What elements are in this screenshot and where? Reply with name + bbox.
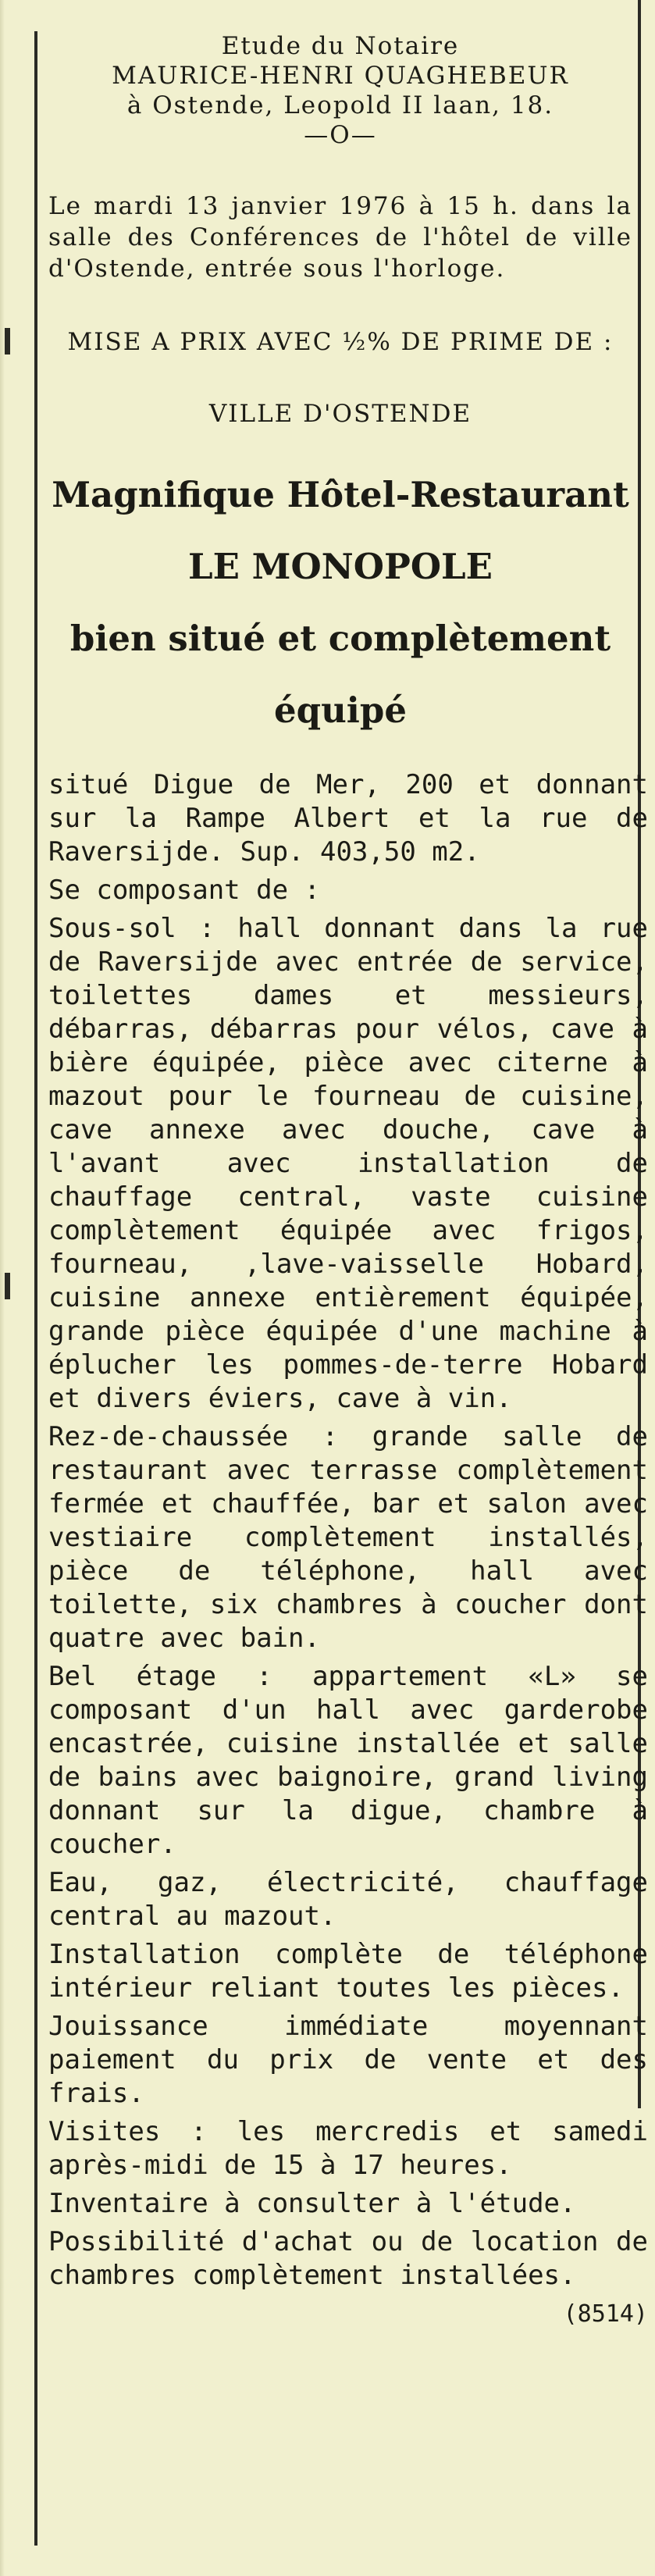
description-paragraph: Inventaire à consulter à l'étude. — [48, 2188, 576, 2219]
notary-address: à Ostende, Leopold II laan, 18. — [126, 91, 554, 119]
notary-office: Etude du Notaire — [221, 32, 460, 60]
headline-line-3: bien situé et complètement — [69, 618, 611, 659]
description-paragraph: Visites : les mercredis et samedi après-midi de 15 à 17 heures. — [48, 2116, 648, 2181]
description-paragraph: Bel étage : appartement «L» se composant d'un hall avec garderobe encastrée, cuisine installée et salle de bains avec baignoire, grand living donnant sur la digue, chambre à coucher. — [48, 1661, 648, 1860]
margin-mark — [5, 328, 10, 355]
reference-number: (8514) — [563, 2300, 648, 2328]
seller: VILLE D'OSTENDE — [208, 400, 472, 428]
column-rule-left — [34, 31, 37, 2546]
separator: —O— — [304, 121, 377, 149]
description-paragraph: Jouissance immédiate moyennant paiement du prix de vente et des frais. — [48, 2011, 648, 2109]
mise-a-prix: MISE A PRIX AVEC ½% DE PRIME DE : — [67, 328, 614, 356]
description-paragraph: Se composant de : — [48, 875, 320, 906]
property-description — [48, 768, 648, 2331]
legal-notice — [48, 31, 648, 2331]
description-paragraph: Installation complète de téléphone intérieur reliant toutes les pièces. — [48, 1939, 648, 2004]
margin-mark — [5, 1273, 10, 1299]
headline-line-1: Magnifique Hôtel-Restaurant — [52, 474, 629, 515]
description-paragraph: Sous-sol : hall donnant dans la rue de Raversijde avec entrée de service, toilettes dames et messieurs, débarras, débarras pour vélos, cave à bière équipée, pièce avec citerne à mazout pour le fourneau de cuisine, cave annexe avec douche, cave à l'avant avec installation de chauffage central, vaste cuisine complètement équipée avec frigos, fourneau, ,lave-vaisselle Hobard, cuisine annexe entièrement équipée, grande pièce équipée d'une machine à éplucher les pommes-de-terre Hobard et divers éviers, cave à vin. — [48, 913, 648, 1414]
description-paragraph: situé Digue de Mer, 200 et donnant sur la Rampe Albert et la rue de Raversijde. Sup. 403,50 m2. — [48, 769, 648, 868]
sale-date-location: Le mardi 13 janvier 1976 à 15 h. dans la salle des Conférences de l'hôtel de ville d'Ostende, entrée sous l'horloge. — [48, 192, 632, 283]
notary-name: MAURICE-HENRI QUAGHEBEUR — [112, 62, 569, 90]
description-paragraph: Eau, gaz, électricité, chauffage central au mazout. — [48, 1867, 648, 1932]
description-paragraph: Rez-de-chaussée : grande salle de restaurant avec terrasse complètement fermée et chauffée, bar et salon avec vestiaire complètement installés, pièce de téléphone, hall avec toilette, six chambres à coucher dont quatre avec bain. — [48, 1421, 648, 1654]
headline-line-2: LE MONOPOLE — [188, 546, 493, 587]
headline-line-4: équipé — [273, 689, 407, 731]
description-paragraph: Possibilité d'achat ou de location de chambres complètement installées. — [48, 2226, 648, 2291]
